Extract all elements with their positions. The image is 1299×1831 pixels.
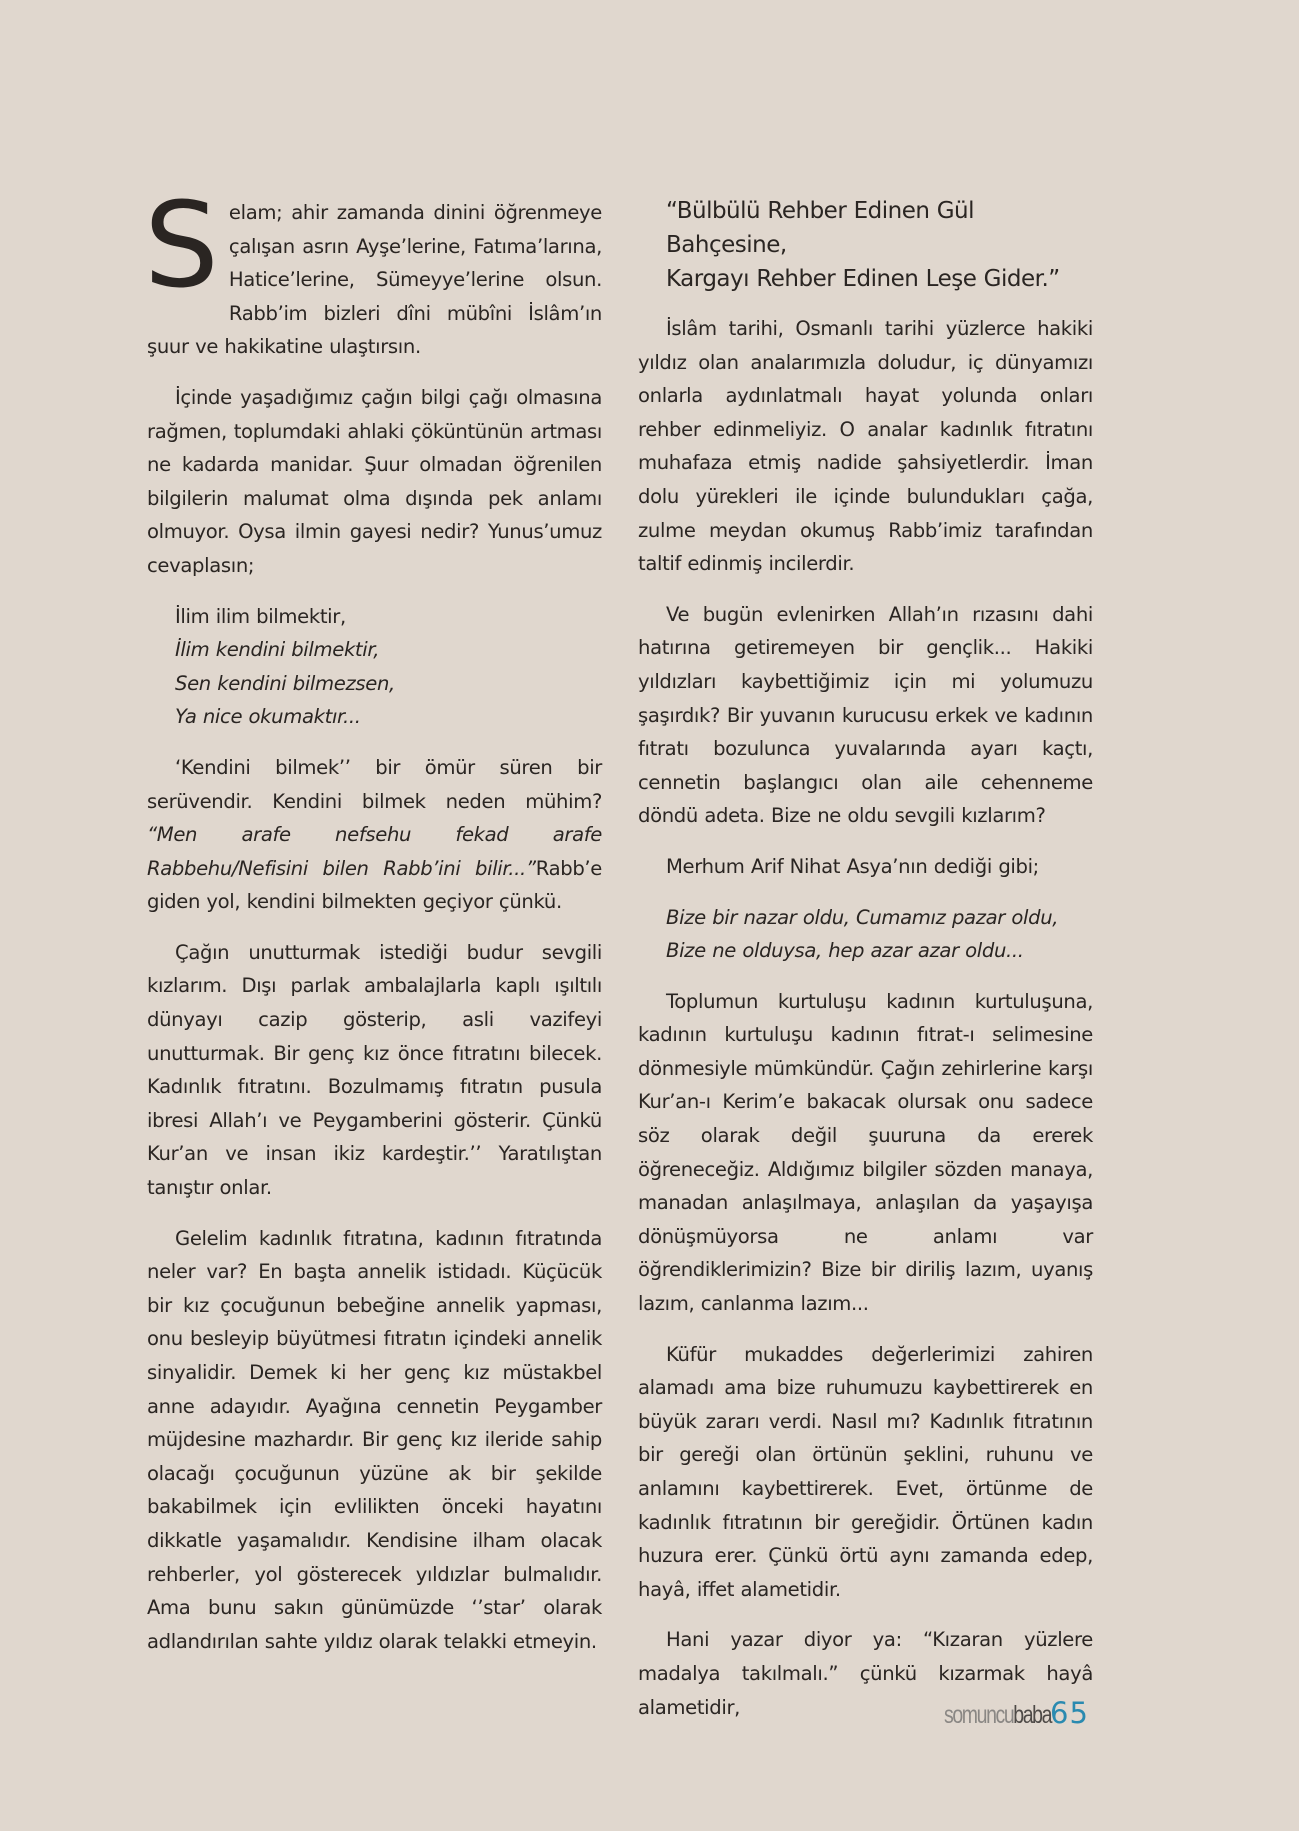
paragraph: İçinde yaşadığımız çağın bilgi çağı olmasına rağmen, toplumdaki ahlaki çöküntünün artması ne kadarda manidar. Şuur olmadan öğrenilen bilgilerin malumat olma dışında pek anlamı olmuyor. Oysa ilmin gayesi nedir? Yunus’umuz cevaplasın; [147, 385, 602, 577]
poem-arif-nihat-asya [666, 901, 1093, 968]
heading-line: “Bülbülü Rehber Edinen Gül Bahçesine, [666, 198, 975, 258]
paragraph: Gelelim kadınlık fıtratına, kadının fıtratında neler var? En başta annelik istidadı. Küçücük bir kız çocuğunun bebeğine annelik yapması, onu besleyip büyütmesi fıtratın içindeki annelik sinyalidir. Demek ki her genç kız müstakbel anne adayıdır. Ayağına cennetin Peygamber müjdesine mazhardır. Bir genç kız ileride sahip olacağı çocuğunun yüzüne ak bir şekilde bakabilmek için evlilikten önceki hayatını dikkatle yaşamalıdır. Kendisine ilham olacak rehberler, yol gösterecek yıldızlar bulmalıdır. Ama bunu sakın günümüzde ‘’star’ olarak adlandırılan sahte yıldız olarak telakki etmeyin. [147, 1226, 602, 1653]
paragraph-text: Rabb’e giden yol, kendini bilmekten geçiyor çünkü. [147, 856, 602, 914]
poem-line: Bize bir nazar oldu, Cumamız pazar oldu, [666, 905, 1059, 929]
poem-line: Bize ne olduysa, hep azar azar oldu... [666, 939, 1024, 963]
heading-line: Kargayı Rehber Edinen Leşe Gider.” [666, 266, 1060, 292]
left-column [144, 176, 602, 1675]
paragraph: Küfür mukaddes değerlerimizi zahiren alamadı ama bize ruhumuzu kaybettirerek en büyük zararı verdi. Nasıl mı? Kadınlık fıtratının bir gereği olan örtünün şeklini, ruhunu ve anlamını kaybettirerek. Evet, örtünme de kadınlık fıtratının bir gereğidir. Örtünen kadın huzura erer. Çünkü örtü aynı zamanda edep, hayâ, iffet alametidir. [638, 1342, 1093, 1601]
paragraph: Çağın unutturmak istediği budur sevgili kızlarım. Dışı parlak ambalajlarla kaplı ışıltılı dünyayı cazip gösterip, asli vazifeyi unutturmak. Bir genç kız önce fıtratını bilecek. Kadınlık fıtratını. Bozulmamış fıtratın pusula ibresi Allah’ı ve Peygamberini gösterir. Çünkü Kur’an ve insan ikiz kardeştir.’’ Yaratılıştan tanıştır onlar. [147, 940, 602, 1200]
paragraph: Toplumun kurtuluşu kadının kurtuluşuna, kadının kurtuluşu kadının fıtrat-ı selimesine dönmesiyle mümkündür. Çağın zehirlerine karşı Kur’an-ı Kerim’e bakacak olursak onu sadece söz olarak değil şuuruna da ererek öğreneceğiz. Aldığımız bilgiler sözden manaya, manadan anlaşılmaya, anlaşılan da yaşayışa dönüşmüyorsa ne anlamı var öğrendiklerimizin? Bize bir diriliş lazım, uyanış lazım, canlanma lazım... [638, 989, 1093, 1316]
paragraph-text: ‘Kendini bilmek’’ bir ömür süren bir serüvendir. Kendini bilmek neden mühim? [147, 755, 602, 813]
paragraph: İslâm tarihi, Osmanlı tarihi yüzlerce hakiki yıldız olan analarımızla doludur, iç dünyamızı onlarla aydınlatmalı hayat yolunda onları rehber edinmeliyiz. O analar kadınlık fıtratını muhafaza etmiş nadide şahsiyetlerdir. İman dolu yürekleri ile içinde bulundukları çağa, zulme meydan okumuş Rabb’imiz tarafından taltif edinmiş incilerdir. [638, 317, 1093, 576]
paragraph: Merhum Arif Nihat Asya’nın dediği gibi; [666, 854, 1039, 878]
right-column [638, 196, 1093, 1741]
drop-cap: S [144, 176, 219, 314]
intro-paragraph [144, 176, 602, 364]
paragraph: Hani yazar diyor ya: “Kızaran yüzlere madalya takılmalı.” çünkü kızarmak hayâ alametidir, [638, 1628, 1093, 1719]
page-footer [944, 1696, 1089, 1730]
poem-line: Sen kendini bilmezsen, [175, 671, 395, 695]
hadith-quote: “Men arafe nefsehu fekad arafe Rabbehu/Nefisini bilen Rabb’ini bilir...” [147, 823, 602, 880]
poem-line: İlim kendini bilmektir, [175, 638, 380, 662]
magazine-logo: somuncubaba [944, 1701, 1052, 1729]
poem-line: Ya nice okumaktır... [175, 705, 361, 729]
section-heading [666, 194, 1093, 296]
paragraph [147, 751, 602, 919]
poem-yunus [175, 600, 602, 734]
intro-text: elam; ahir zamanda dinini öğrenmeye çalışan asrın Ayşe’lerine, Fatıma’larına, Hatice’lerine, Sümeyye’lerine olsun. Rabb’im bizleri dîni mübîni İslâm’ın şuur ve hakikatine ulaştırsın. [147, 201, 602, 359]
poem-line: İlim ilim bilmektir, [175, 604, 346, 628]
page-number: 65 [1050, 1696, 1089, 1730]
paragraph: Ve bugün evlenirken Allah’ın rızasını dahi hatırına getiremeyen bir gençlik... Hakiki yıldızları kaybettiğimiz için mi yolumuzu şaşırdık? Bir yuvanın kurucusu erkek ve kadının fıtratı bozulunca yuvalarında ayarı kaçtı, cennetin başlangıcı olan aile cehenneme döndü adeta. Bize ne oldu sevgili kızlarım? [638, 602, 1093, 828]
